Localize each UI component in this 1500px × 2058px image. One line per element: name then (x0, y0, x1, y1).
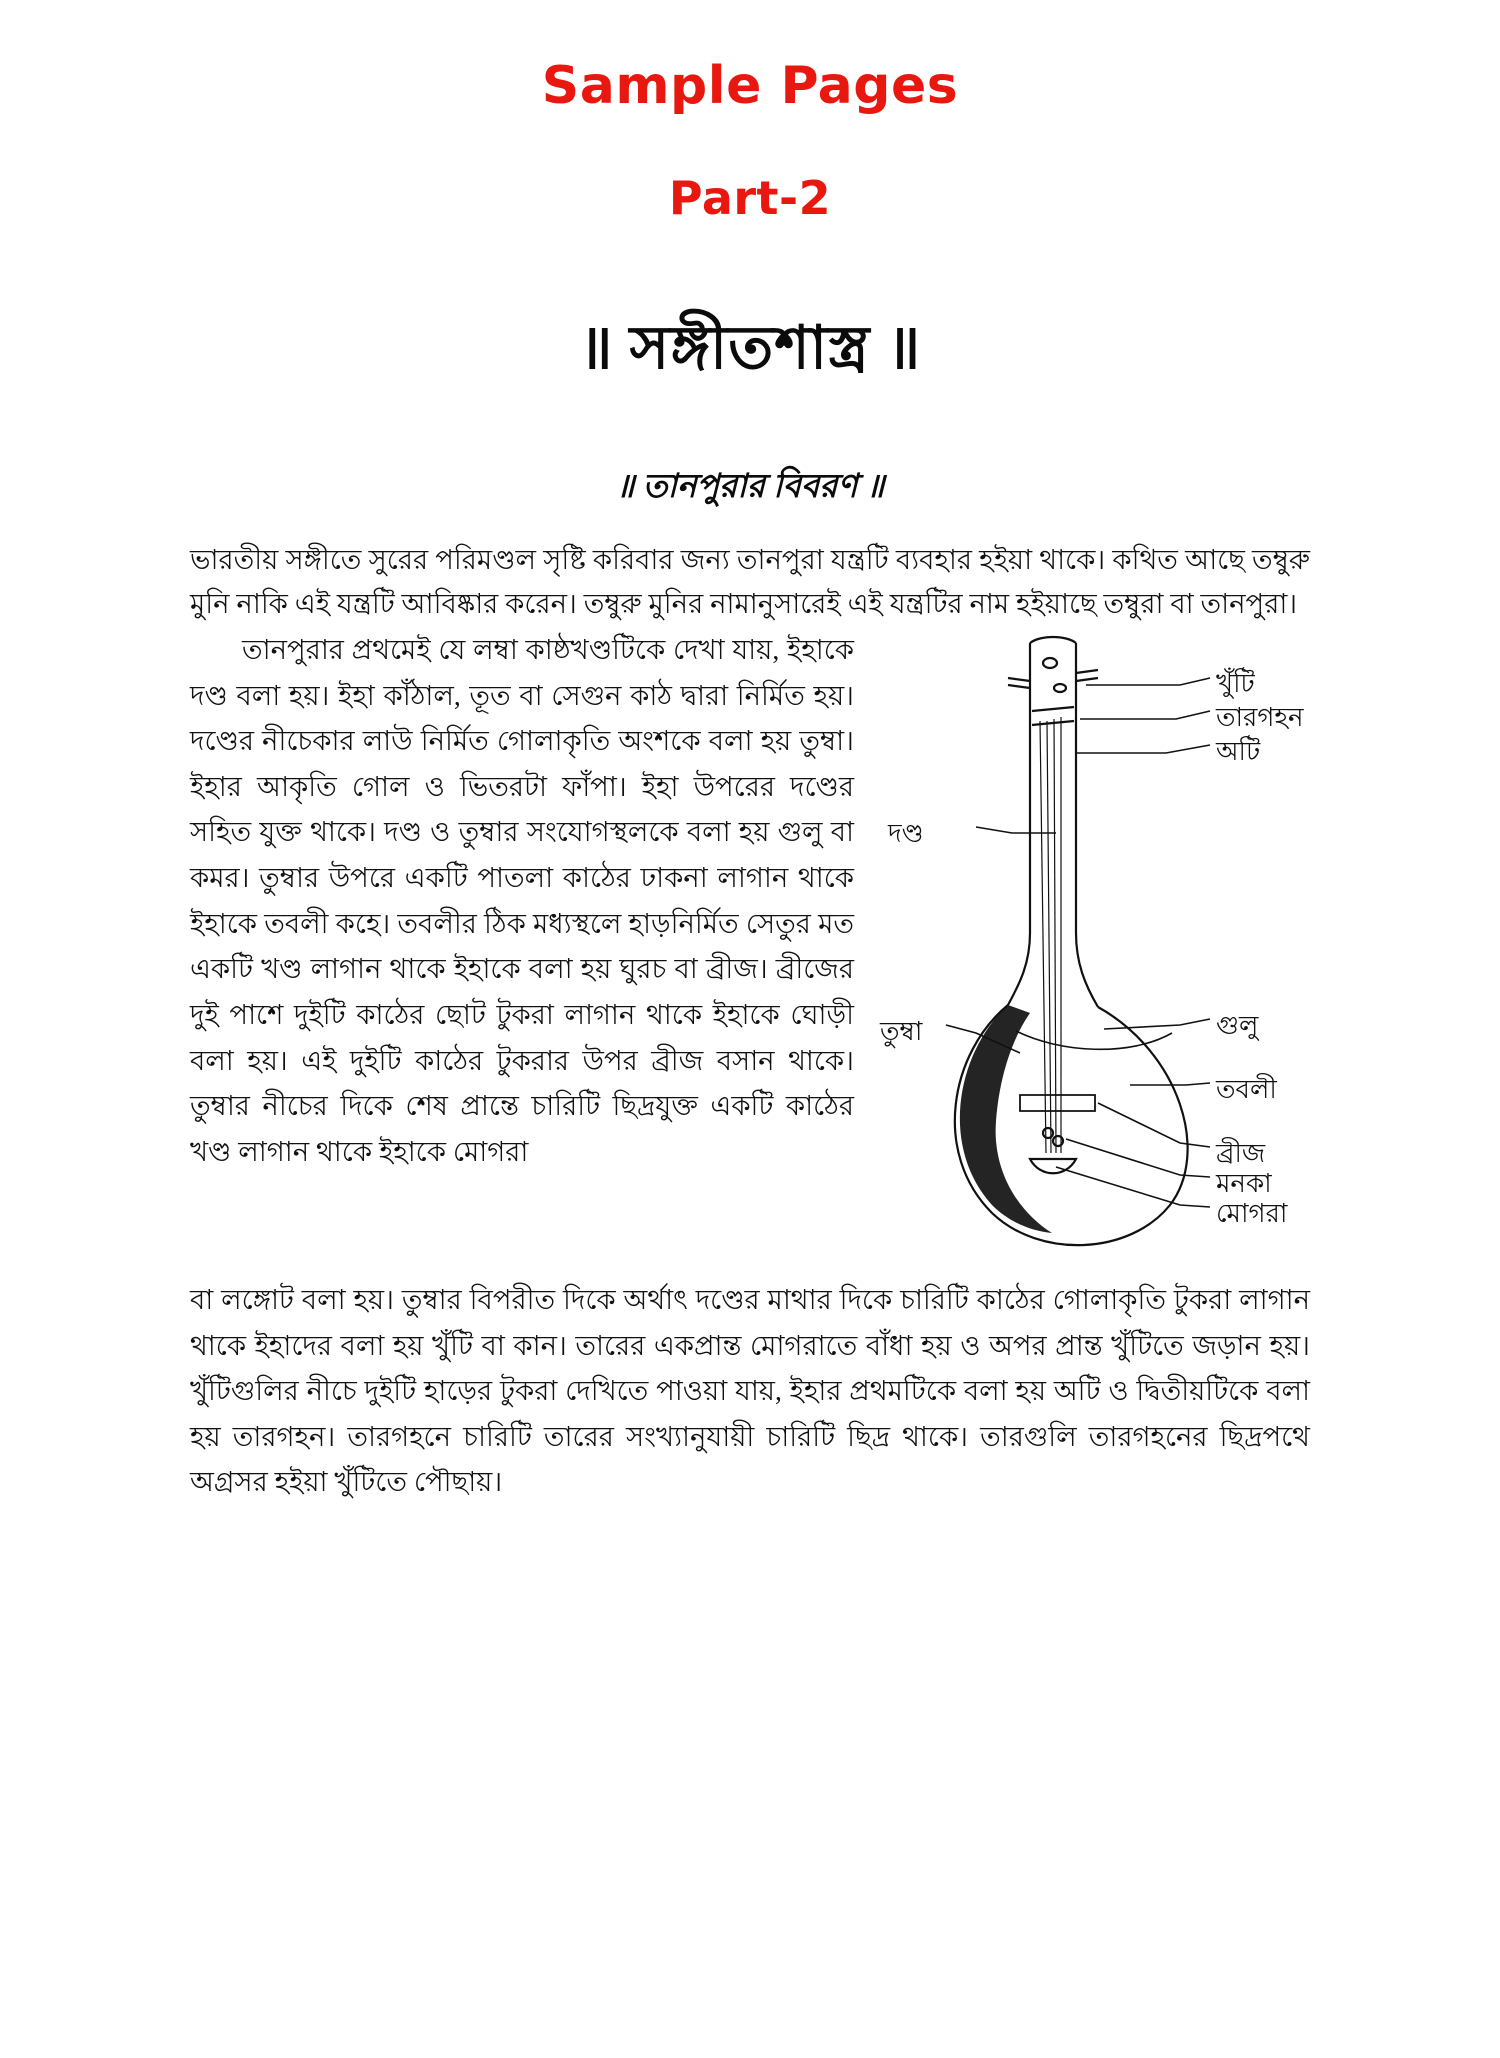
figure-label-ati: অটি (1216, 736, 1261, 766)
figure-label-khuti: খুঁটি (1216, 668, 1255, 698)
figure-label-taragahan: তারগহন (1216, 702, 1304, 732)
document-title: ॥ সঙ্গীতশাস্ত্র ॥ (578, 314, 922, 381)
document-page (0, 58, 1500, 2058)
paragraph-strings-pegs: বা লঙ্গোট বলা হয়। তুম্বার বিপরীত দিকে অর্থাৎ দণ্ডের মাথার দিকে চারিটি কাঠের গোলাকৃতি টুকরা লাগান থাকে ইহাদের বলা হয় খুঁটি বা কান। তারের একপ্রান্ত মোগরাতে বাঁধা হয় ও অপর প্রান্ত খুঁটিতে জড়ান হয়। খুঁটিগুলির নীচে দুইটি হাড়ের টুকরা দেখিতে পাওয়া যায়, ইহার প্রথমটিকে বলা হয় অটি ও দ্বিতীয়টিকে বলা হয় তারগহন। তারগহনে চারিটি তারের সংখ্যানুযায়ী চারিটি ছিদ্র থাকে। তারগুলি তারগহনের ছিদ্রপথে অগ্রসর হইয়া খুঁটিতে পৌছায়। (190, 1283, 1310, 1498)
paragraph-tanpura-parts: তানপুরার প্রথমেই যে লম্বা কাষ্ঠখণ্ডটিকে দেখা যায়, ইহাকে দণ্ড বলা হয়। ইহা কাঁঠাল, তূত বা সেগুন কাঠ দ্বারা নির্মিত হয়। দণ্ডের নীচেকার লাউ নির্মিত গোলাকৃতি অংশকে বলা হয় তুম্বা। ইহার আকৃতি গোল ও ভিতরটা ফাঁপা। ইহা উপরের দণ্ডের সহিত যুক্ত থাকে। দণ্ড ও তুম্বার সংযোগস্থলকে বলা হয় গুলু বা কমর। তুম্বার উপরে একটি পাতলা কাঠের ঢাকনা লাগান থাকে ইহাকে তবলী কহে। তবলীর ঠিক মধ্যস্থলে হাড়নির্মিত সেতুর মত একটি খণ্ড লাগান থাকে ইহাকে বলা হয় ঘুরচ বা ব্রীজ। ব্রীজের দুই পাশে দুইটি কাঠের ছোট টুকরা লাগান থাকে ইহাকে ঘোড়ী বলা হয়। এই দুইটি কাঠের টুকরার উপর ব্রীজ বসান থাকে। তুম্বার নীচের দিকে শেষ প্রান্তে চারিটি ছিদ্রযুক্ত একটি কাঠের খণ্ড লাগান থাকে ইহাকে মোগরা (190, 633, 854, 1167)
figure-label-mogra: মোগরা (1216, 1198, 1288, 1228)
tanpura-figure (880, 633, 1310, 1273)
figure-label-tabli: তবলী (1216, 1074, 1277, 1104)
section-title: ॥ তানপুরার বিবরণ ॥ (615, 468, 885, 505)
figure-label-danda: দণ্ড (888, 818, 924, 848)
sample-pages-title: Sample Pages (541, 56, 959, 116)
figure-and-text-flow (190, 627, 1310, 1228)
figure-label-brij: ব্রীজ (1216, 1138, 1266, 1168)
paragraph-intro: ভারতীয় সঙ্গীতে সুরের পরিমণ্ডল সৃষ্টি করিবার জন্য তানপুরা যন্ত্রটি ব্যবহার হইয়া থাকে। কথিত আছে তম্বুরু মুনি নাকি এই যন্ত্রটি আবিষ্কার করেন। তম্বুরু মুনির নামানুসারেই এই যন্ত্রটির নাম হইয়াছে তম্বুরা বা তানপুরা। (190, 543, 1310, 620)
figure-label-tumba: তুম্বা (880, 1016, 923, 1046)
sample-pages-part: Part-2 (668, 171, 832, 226)
figure-label-manka: মনকা (1216, 1168, 1272, 1198)
figure-label-gulu: গুলু (1216, 1010, 1259, 1040)
